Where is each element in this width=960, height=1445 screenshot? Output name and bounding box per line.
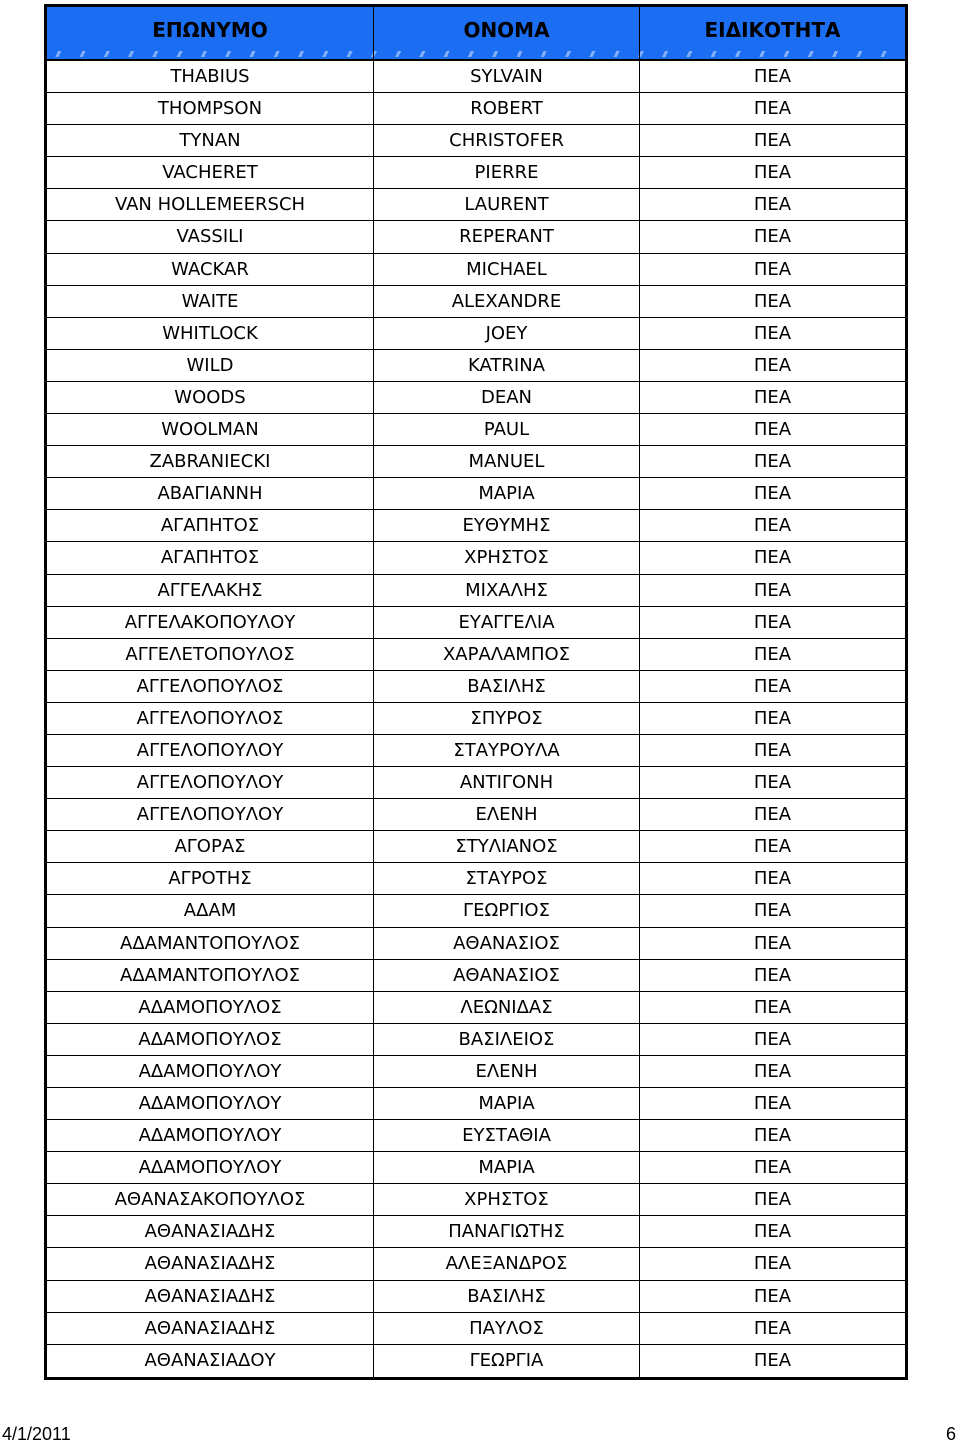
cell-surname: WACKAR [47,254,374,285]
table-row [47,895,905,927]
cell-firstname: DEAN [374,382,640,413]
cell-firstname: ΧΡΗΣΤΟΣ [374,542,640,573]
cell-surname: VAN HOLLEMEERSCH [47,189,374,220]
cell-specialty: ΠΕΑ [753,1093,792,1114]
cell-firstname: ΕΥΑΓΓΕΛΙΑ [374,607,640,638]
cell-surname: THABIUS [47,61,374,92]
table-row [47,928,905,960]
table-row [47,1184,905,1216]
cell-firstname: MICHAEL [374,254,640,285]
cell-surname: ΑΓΓΕΛΕΤΟΠΟΥΛΟΣ [47,639,374,670]
cell-specialty: ΠΕΑ [753,804,792,826]
cell-specialty: ΠΕΑ [753,162,792,184]
cell-surname: ΑΓΓΕΛΟΠΟΥΛΟΣ [47,671,374,702]
cell-firstname: ΓΕΩΡΓΙΟΣ [374,895,640,926]
table-row [47,1024,905,1056]
table-row [47,863,905,895]
table-row [47,960,905,992]
cell-surname: ΑΔΑΜΟΠΟΥΛΟΥ [47,1088,374,1119]
cell-surname: ΑΔΑΜ [47,895,374,926]
table-row [47,607,905,639]
cell-specialty: ΠΕΑ [753,868,792,890]
cell-firstname: ΕΥΣΤΑΘΙΑ [374,1120,640,1151]
cell-firstname: ΑΘΑΝΑΣΙΟΣ [374,928,640,959]
cell-surname: ΑΓΓΕΛΑΚΟΠΟΥΛΟΥ [47,607,374,638]
cell-firstname: ΣΤΥΛΙΑΝΟΣ [374,831,640,862]
cell-surname: ΑΓΑΠΗΤΟΣ [47,542,374,573]
table-row [47,992,905,1024]
table-row [47,703,905,735]
cell-firstname: MANUEL [374,446,640,477]
cell-specialty: ΠΕΑ [753,66,792,87]
cell-firstname: ΕΥΘΥΜΗΣ [374,510,640,541]
page-footer [0,1424,960,1444]
cell-firstname: ΠΑΥΛΟΣ [374,1313,640,1344]
cell-specialty: ΠΕΑ [753,643,792,665]
cell-specialty: ΠΕΑ [753,1317,792,1339]
table-row [47,575,905,607]
table-row [47,93,905,125]
cell-surname: ΑΓΑΠΗΤΟΣ [47,510,374,541]
cell-surname: ΑΓΡΟΤΗΣ [47,863,374,894]
cell-specialty: ΠΕΑ [753,772,792,794]
cell-firstname: ΜΑΡΙΑ [374,1152,640,1183]
cell-surname: ΑΔΑΜΟΠΟΥΛΟΥ [47,1152,374,1183]
cell-surname: VACHERET [47,157,374,188]
cell-surname: WILD [47,350,374,381]
names-table [44,4,908,1380]
header-specialty: ΕΙΔΙΚΟΤΗΤΑ [704,18,841,42]
cell-surname: ΑΓΓΕΛΟΠΟΥΛΟΣ [47,703,374,734]
cell-surname: ΑΔΑΜΑΝΤΟΠΟΥΛΟΣ [47,928,374,959]
table-row [47,1345,905,1377]
cell-specialty: ΠΕΑ [753,130,792,152]
cell-surname: ΑΓΓΕΛΟΠΟΥΛΟΥ [47,735,374,766]
cell-firstname: ROBERT [374,93,640,124]
table-row [47,414,905,446]
table-row [47,510,905,542]
cell-firstname: ΒΑΣΙΛΗΣ [374,671,640,702]
cell-specialty: ΠΕΑ [753,354,792,376]
cell-specialty: ΠΕΑ [753,932,792,954]
cell-firstname: ΣΤΑΥΡΟΥΛΑ [374,735,640,766]
table-header-row [47,7,905,61]
cell-specialty: ΠΕΑ [753,836,792,858]
cell-firstname: ΒΑΣΙΛΗΣ [374,1281,640,1312]
cell-specialty: ΠΕΑ [753,964,792,986]
cell-specialty: ΠΕΑ [753,611,792,633]
cell-surname: ΑΘΑΝΑΣΙΑΔΗΣ [47,1216,374,1247]
cell-surname: VASSILI [47,221,374,252]
table-row [47,350,905,382]
cell-specialty: ΠΕΑ [753,258,792,280]
table-row [47,767,905,799]
table-row [47,221,905,253]
cell-surname: ΑΘΑΝΑΣΙΑΔΗΣ [47,1313,374,1344]
table-row [47,446,905,478]
cell-surname: WAITE [47,286,374,317]
cell-firstname: ΑΝΤΙΓΟΝΗ [374,767,640,798]
cell-surname: ΑΓΟΡΑΣ [47,831,374,862]
cell-specialty: ΠΕΑ [753,1125,792,1147]
footer-date: 4/1/2011 [2,1424,71,1444]
cell-firstname: ΑΛΕΞΑΝΔΡΟΣ [374,1248,640,1279]
table-row [47,125,905,157]
cell-specialty: ΠΕΑ [753,386,792,408]
table-row [47,254,905,286]
table-row [47,1088,905,1120]
cell-specialty: ΠΕΑ [753,1189,792,1211]
table-row [47,1152,905,1184]
cell-surname: ΑΔΑΜΟΠΟΥΛΟΥ [47,1120,374,1151]
cell-specialty: ΠΕΑ [753,1028,792,1050]
cell-firstname: ΧΡΗΣΤΟΣ [374,1184,640,1215]
cell-firstname: ΓΕΩΡΓΙΑ [374,1345,640,1377]
cell-specialty: ΠΕΑ [753,1253,792,1275]
cell-surname: ΑΘΑΝΑΣΙΑΔΗΣ [47,1281,374,1312]
table-row [47,1281,905,1313]
cell-firstname: ΛΕΩΝΙΔΑΣ [374,992,640,1023]
cell-surname: ΑΘΑΝΑΣΑΚΟΠΟΥΛΟΣ [47,1184,374,1215]
table-row [47,542,905,574]
cell-firstname: CHRISTOFER [374,125,640,156]
cell-specialty: ΠΕΑ [753,707,792,729]
cell-surname: ZABRANIECKI [47,446,374,477]
cell-firstname: ΧΑΡΑΛΑΜΠΟΣ [374,639,640,670]
cell-specialty: ΠΕΑ [753,194,792,216]
cell-surname: THOMPSON [47,93,374,124]
cell-firstname: ΕΛΕΝΗ [374,1056,640,1087]
cell-firstname: REPERANT [374,221,640,252]
cell-specialty: ΠΕΑ [753,996,792,1018]
cell-firstname: ΕΛΕΝΗ [374,799,640,830]
table-row [47,286,905,318]
cell-specialty: ΠΕΑ [753,1157,792,1179]
table-row [47,1120,905,1152]
table-row [47,61,905,93]
cell-firstname: ΜΑΡΙΑ [374,478,640,509]
cell-firstname: ΠΑΝΑΓΙΩΤΗΣ [374,1216,640,1247]
cell-firstname: LAURENT [374,189,640,220]
cell-specialty: ΠΕΑ [753,290,792,312]
cell-surname: ΑΔΑΜΟΠΟΥΛΟΣ [47,1024,374,1055]
cell-firstname: SYLVAIN [374,61,640,92]
table-body [47,61,905,1377]
cell-firstname: PAUL [374,414,640,445]
table-row [47,157,905,189]
table-row [47,831,905,863]
table-row [47,189,905,221]
cell-firstname: ΑΘΑΝΑΣΙΟΣ [374,960,640,991]
cell-surname: WOODS [47,382,374,413]
cell-firstname: ALEXANDRE [374,286,640,317]
table-row [47,799,905,831]
table-row [47,639,905,671]
cell-specialty: ΠΕΑ [753,483,792,505]
header-firstname: ΟΝΟΜΑ [374,7,640,59]
table-row [47,1216,905,1248]
cell-specialty: ΠΕΑ [753,98,792,120]
cell-specialty: ΠΕΑ [753,515,792,537]
cell-specialty: ΠΕΑ [753,675,792,697]
cell-firstname: ΣΤΑΥΡΟΣ [374,863,640,894]
table-row [47,1313,905,1345]
cell-surname: ΑΘΑΝΑΣΙΑΔΗΣ [47,1248,374,1279]
table-row [47,478,905,510]
cell-surname: ΑΔΑΜΟΠΟΥΛΟΣ [47,992,374,1023]
table-row [47,671,905,703]
cell-specialty: ΠΕΑ [753,1285,792,1307]
cell-surname: ΑΓΓΕΛΟΠΟΥΛΟΥ [47,767,374,798]
cell-firstname: KATRINA [374,350,640,381]
cell-specialty: ΠΕΑ [753,322,792,344]
cell-surname: ΑΘΑΝΑΣΙΑΔΟΥ [47,1345,374,1377]
cell-specialty: ΠΕΑ [753,1060,792,1082]
cell-firstname: ΜΑΡΙΑ [374,1088,640,1119]
cell-specialty: ΠΕΑ [753,1221,792,1243]
header-surname: ΕΠΩΝΥΜΟ [47,7,374,59]
cell-firstname: PIERRE [374,157,640,188]
table-row [47,318,905,350]
cell-firstname: ΜΙΧΑΛΗΣ [374,575,640,606]
cell-specialty: ΠΕΑ [753,226,792,248]
cell-firstname: ΒΑΣΙΛΕΙΟΣ [374,1024,640,1055]
cell-surname: WHITLOCK [47,318,374,349]
table-row [47,382,905,414]
cell-surname: TYNAN [47,125,374,156]
table-row [47,1248,905,1280]
cell-specialty: ΠΕΑ [753,739,792,761]
cell-surname: ΑΒΑΓΙΑΝΝΗ [47,478,374,509]
cell-surname: ΑΔΑΜΟΠΟΥΛΟΥ [47,1056,374,1087]
page-number: 6 [945,1424,956,1444]
table-row [47,1056,905,1088]
cell-surname: WOOLMAN [47,414,374,445]
cell-specialty: ΠΕΑ [753,451,792,473]
cell-surname: ΑΔΑΜΑΝΤΟΠΟΥΛΟΣ [47,960,374,991]
cell-surname: ΑΓΓΕΛΑΚΗΣ [47,575,374,606]
table-row [47,735,905,767]
cell-specialty: ΠΕΑ [753,1349,792,1371]
cell-specialty: ΠΕΑ [753,579,792,601]
cell-surname: ΑΓΓΕΛΟΠΟΥΛΟΥ [47,799,374,830]
cell-specialty: ΠΕΑ [753,547,792,569]
cell-firstname: JOEY [374,318,640,349]
cell-specialty: ΠΕΑ [753,419,792,441]
cell-specialty: ΠΕΑ [753,900,792,922]
cell-firstname: ΣΠΥΡΟΣ [374,703,640,734]
